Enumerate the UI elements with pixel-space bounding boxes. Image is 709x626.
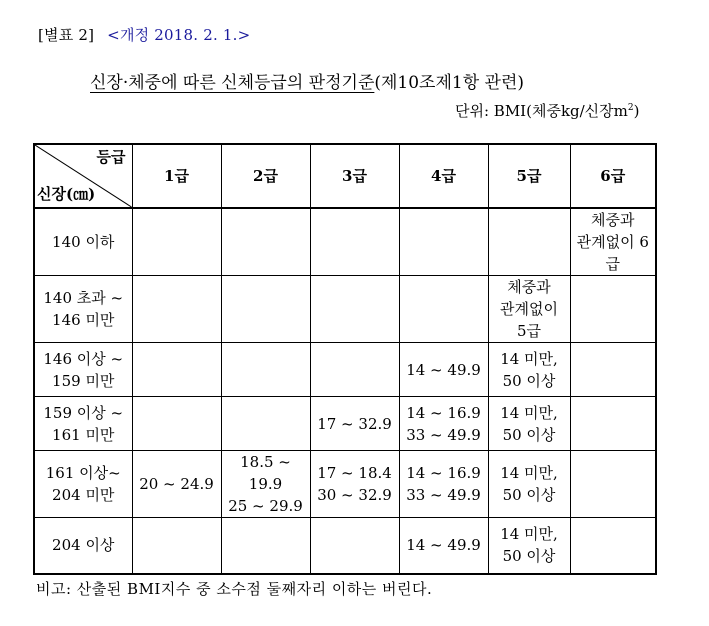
bmi-cell-grade-2 [221,397,310,451]
bmi-cell-grade-1 [132,397,221,451]
bmi-cell-grade-1 [132,451,221,518]
bmi-cell-grade-1 [132,276,221,343]
grade-header-row [34,144,656,208]
bmi-range-text: 14 ~ 16.9 [406,403,481,422]
unit-exponent: 2 [627,103,634,113]
grade-header-4: 4급 [399,144,488,208]
bmi-range-text: 체중과 [591,211,635,229]
bmi-cell-grade-5 [488,208,570,276]
bmi-range-text: 50 이상 [502,425,556,444]
bmi-cell-grade-4 [399,276,488,343]
bmi-cell-grade-3 [310,451,399,518]
title-main: 신장·체중에 따른 신체등급의 판정기준 [90,73,375,93]
table-number: [별표 2] [38,26,95,44]
amendment-date: <개정 2018. 2. 1.> [107,26,251,44]
height-range-text: 146 이상 ~ [43,349,124,368]
bmi-range-text: 50 이상 [502,371,556,390]
bmi-cell-grade-2 [221,276,310,343]
bmi-cell-grade-4 [399,397,488,451]
height-range-text: 140 초과 ~ [43,289,124,307]
bmi-range-text: 18.5 ~ 19.9 [240,453,291,493]
bmi-range-text: 5급 [516,322,542,340]
height-range-cell [34,208,132,276]
bmi-cell-grade-6 [570,208,656,276]
height-range-text: 161 미만 [52,425,115,444]
corner-grade-label: 등급 [96,148,126,166]
table-row [34,276,656,343]
bmi-cell-grade-3 [310,276,399,343]
corner-height-label: 신장(㎝) [37,185,96,203]
bmi-cell-grade-3 [310,518,399,574]
grade-header-6: 6급 [570,144,656,208]
bmi-cell-grade-6 [570,451,656,518]
bmi-cell-grade-2 [221,343,310,397]
table-row [34,518,656,574]
bmi-cell-grade-5 [488,518,570,574]
bmi-range-text: 17 ~ 18.4 [317,464,392,482]
bmi-range-text: 14 미만, [500,403,558,422]
height-range-text: 161 이상~ [45,464,121,482]
bmi-cell-grade-6 [570,276,656,343]
bmi-range-text: 14 미만, [500,464,558,482]
bmi-cell-grade-4 [399,451,488,518]
bmi-range-text: 관계없이 6 [576,233,649,251]
grade-header-2: 2급 [221,144,310,208]
bmi-range-text: 14 ~ 16.9 [406,464,481,482]
bmi-range-text: 50 이상 [502,547,556,566]
bmi-range-text: 급 [605,255,620,273]
bmi-cell-grade-6 [570,397,656,451]
height-range-cell [34,397,132,451]
bmi-cell-grade-3 [310,343,399,397]
table-row [34,397,656,451]
bmi-cell-grade-2 [221,451,310,518]
bmi-cell-grade-3 [310,208,399,276]
bmi-cell-grade-1 [132,208,221,276]
grade-table-body [34,208,656,574]
grade-table [33,143,657,575]
height-range-text: 140 이하 [52,233,115,251]
height-range-text: 204 미만 [52,486,115,504]
corner-header-cell [34,144,132,208]
bmi-cell-grade-4 [399,208,488,276]
bmi-cell-grade-5 [488,397,570,451]
bmi-cell-grade-6 [570,343,656,397]
bmi-cell-grade-2 [221,208,310,276]
document-header [38,24,250,45]
height-range-text: 159 미만 [52,371,115,390]
table-row [34,208,656,276]
height-range-cell [34,343,132,397]
bmi-range-text: 14 미만, [500,349,558,368]
unit-label [455,100,639,121]
bmi-cell-grade-6 [570,518,656,574]
bmi-range-text: 관계없이 [500,300,558,318]
height-range-text: 204 이상 [52,536,115,555]
bmi-cell-grade-4 [399,343,488,397]
height-range-cell [34,451,132,518]
bmi-range-text: 체중과 [507,278,551,296]
grade-header-1: 1급 [132,144,221,208]
title-reference: (제10조제1항 관련) [374,73,525,93]
bmi-range-text: 14 ~ 49.9 [406,360,481,379]
bmi-range-text: 30 ~ 32.9 [317,486,392,504]
table-row [34,343,656,397]
bmi-range-text: 20 ~ 24.9 [139,475,214,493]
bmi-cell-grade-1 [132,518,221,574]
height-range-cell [34,276,132,343]
bmi-cell-grade-1 [132,343,221,397]
bmi-range-text: 14 미만, [500,525,558,544]
bmi-cell-grade-5 [488,276,570,343]
table-row [34,451,656,518]
grade-header-3: 3급 [310,144,399,208]
unit-close: ) [633,102,640,120]
footnote: 비고: 산출된 BMI지수 중 소수점 둘째자리 이하는 버린다. [36,580,433,598]
bmi-range-text: 33 ~ 49.9 [406,425,481,444]
height-range-text: 146 미만 [52,311,115,329]
bmi-cell-grade-3 [310,397,399,451]
bmi-cell-grade-5 [488,451,570,518]
bmi-range-text: 17 ~ 32.9 [317,414,392,433]
bmi-range-text: 25 ~ 29.9 [228,497,303,515]
bmi-cell-grade-4 [399,518,488,574]
bmi-range-text: 50 이상 [502,486,556,504]
bmi-range-text: 33 ~ 49.9 [406,486,481,504]
bmi-cell-grade-2 [221,518,310,574]
bmi-cell-grade-5 [488,343,570,397]
unit-text: 단위: BMI(체중kg/신장m [455,102,628,120]
grade-header-5: 5급 [488,144,570,208]
height-range-cell [34,518,132,574]
bmi-range-text: 14 ~ 49.9 [406,536,481,555]
height-range-text: 159 이상 ~ [43,403,124,422]
document-title [90,68,524,93]
